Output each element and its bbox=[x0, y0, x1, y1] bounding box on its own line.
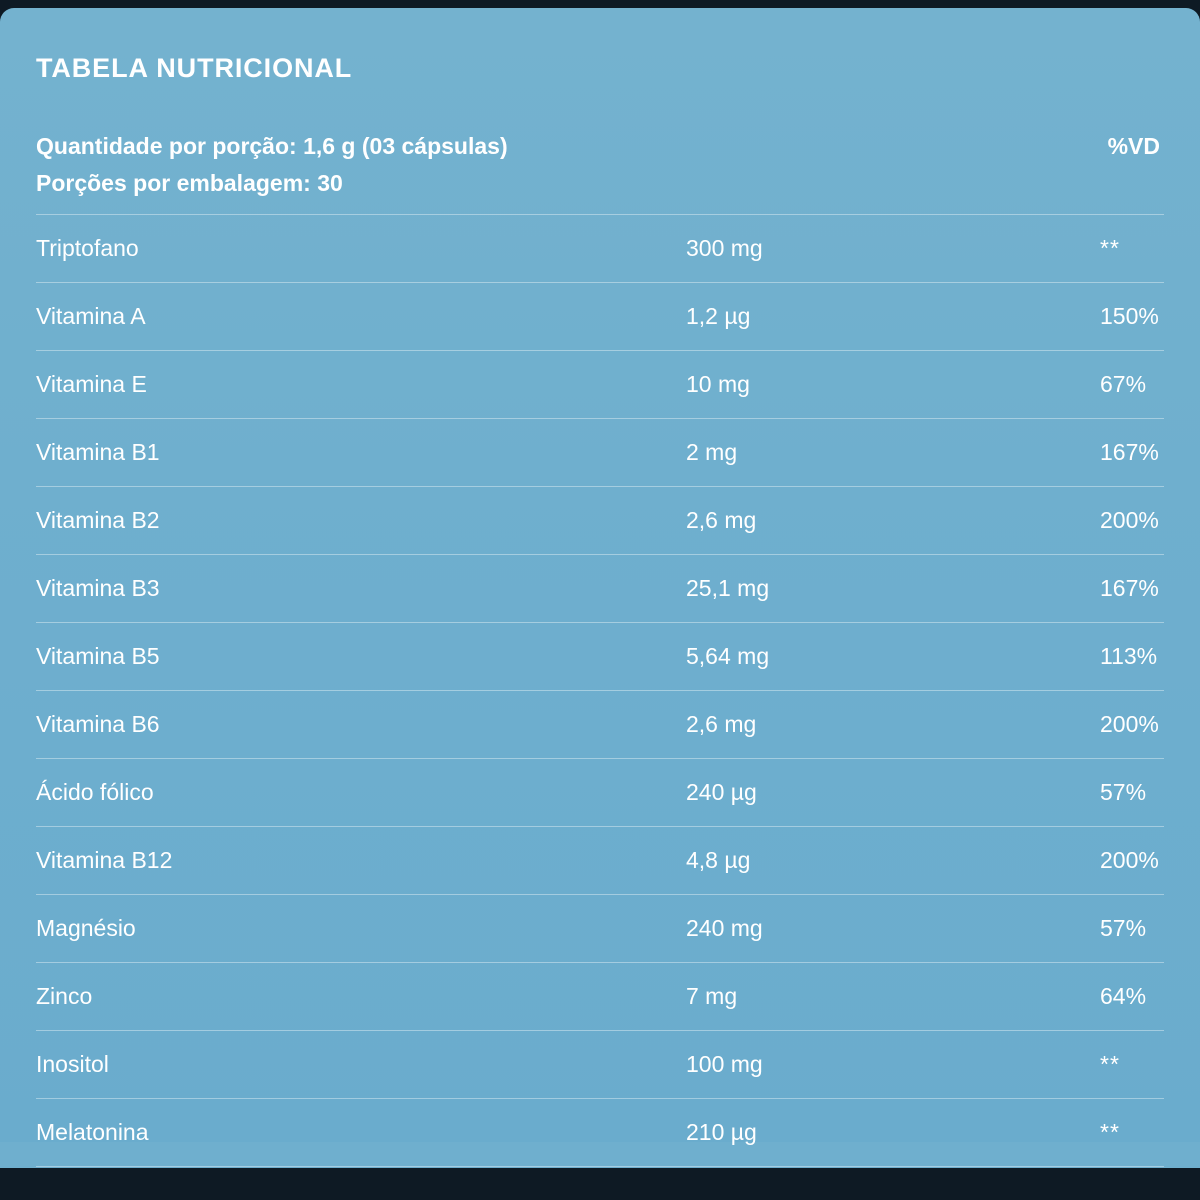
table-subheader-row bbox=[36, 168, 1164, 215]
nutrient-amount: 4,8 µg bbox=[686, 847, 751, 873]
nutrient-vd: 67% bbox=[1100, 371, 1147, 397]
page-title: TABELA NUTRICIONAL bbox=[36, 53, 353, 83]
nutrient-vd: 150% bbox=[1100, 303, 1159, 329]
table-row bbox=[36, 827, 1164, 895]
nutrient-name: Vitamina A bbox=[36, 303, 146, 329]
table-row bbox=[36, 963, 1164, 1031]
nutrient-vd: 113% bbox=[1100, 643, 1158, 669]
table-row bbox=[36, 487, 1164, 555]
table-header-row bbox=[36, 124, 1164, 168]
nutrient-amount: 210 µg bbox=[686, 1119, 757, 1145]
nutrient-amount: 10 mg bbox=[686, 371, 750, 397]
nutrient-vd: 57% bbox=[1100, 779, 1147, 805]
table-row bbox=[36, 283, 1164, 351]
nutrient-vd: 200% bbox=[1100, 507, 1159, 533]
vd-column-header: %VD bbox=[1107, 132, 1160, 159]
table-row bbox=[36, 419, 1164, 487]
table-row bbox=[36, 691, 1164, 759]
nutrient-name: Triptofano bbox=[36, 235, 139, 261]
nutrient-vd: ** bbox=[1100, 235, 1120, 261]
nutrient-amount: 240 µg bbox=[686, 779, 757, 805]
serving-size-label: Quantidade por porção: 1,6 g (03 cápsulas) bbox=[36, 132, 508, 159]
nutrition-facts-panel bbox=[0, 8, 1200, 1168]
table-row bbox=[36, 895, 1164, 963]
nutrient-name: Inositol bbox=[36, 1051, 109, 1077]
nutrient-amount: 7 mg bbox=[686, 983, 738, 1009]
nutrient-vd: 200% bbox=[1100, 711, 1159, 737]
table-row bbox=[36, 759, 1164, 827]
nutrient-name: Vitamina E bbox=[36, 371, 147, 397]
nutrient-name: Vitamina B1 bbox=[36, 439, 160, 465]
nutrient-name: Vitamina B12 bbox=[36, 847, 173, 873]
nutrient-vd: ** bbox=[1100, 1119, 1120, 1145]
table-row bbox=[36, 623, 1164, 691]
nutrient-name: Magnésio bbox=[36, 915, 136, 941]
nutrient-vd: 200% bbox=[1100, 847, 1159, 873]
nutrient-name: Vitamina B3 bbox=[36, 575, 160, 601]
nutrient-amount: 5,64 mg bbox=[686, 643, 770, 669]
table-row bbox=[36, 351, 1164, 419]
nutrient-name: Vitamina B5 bbox=[36, 643, 160, 669]
nutrient-amount: 2 mg bbox=[686, 439, 738, 465]
nutrient-amount: 1,2 µg bbox=[686, 303, 751, 329]
nutrient-vd: 57% bbox=[1100, 915, 1147, 941]
nutrient-amount: 100 mg bbox=[686, 1051, 763, 1077]
table-row bbox=[36, 1031, 1164, 1099]
nutrient-vd: ** bbox=[1100, 1051, 1120, 1077]
nutrient-vd: 167% bbox=[1100, 439, 1159, 465]
nutrient-vd: 64% bbox=[1100, 983, 1147, 1009]
servings-per-package-label: Porções por embalagem: 30 bbox=[36, 170, 343, 196]
nutrient-name: Vitamina B2 bbox=[36, 507, 160, 533]
nutrient-name: Zinco bbox=[36, 983, 93, 1009]
panel-bottom-strip bbox=[0, 1142, 1200, 1168]
nutrient-amount: 300 mg bbox=[686, 235, 763, 261]
nutrient-name: Vitamina B6 bbox=[36, 711, 160, 737]
table-row bbox=[36, 215, 1164, 283]
table-row bbox=[36, 555, 1164, 623]
nutrient-name: Ácido fólico bbox=[36, 779, 154, 805]
nutrient-amount: 240 mg bbox=[686, 915, 763, 941]
nutrient-vd: 167% bbox=[1100, 575, 1159, 601]
nutrient-amount: 25,1 mg bbox=[686, 575, 770, 601]
nutrition-table bbox=[36, 124, 1164, 1167]
nutrient-amount: 2,6 mg bbox=[686, 507, 757, 533]
nutrient-name: Melatonina bbox=[36, 1119, 149, 1145]
nutrient-amount: 2,6 mg bbox=[686, 711, 757, 737]
